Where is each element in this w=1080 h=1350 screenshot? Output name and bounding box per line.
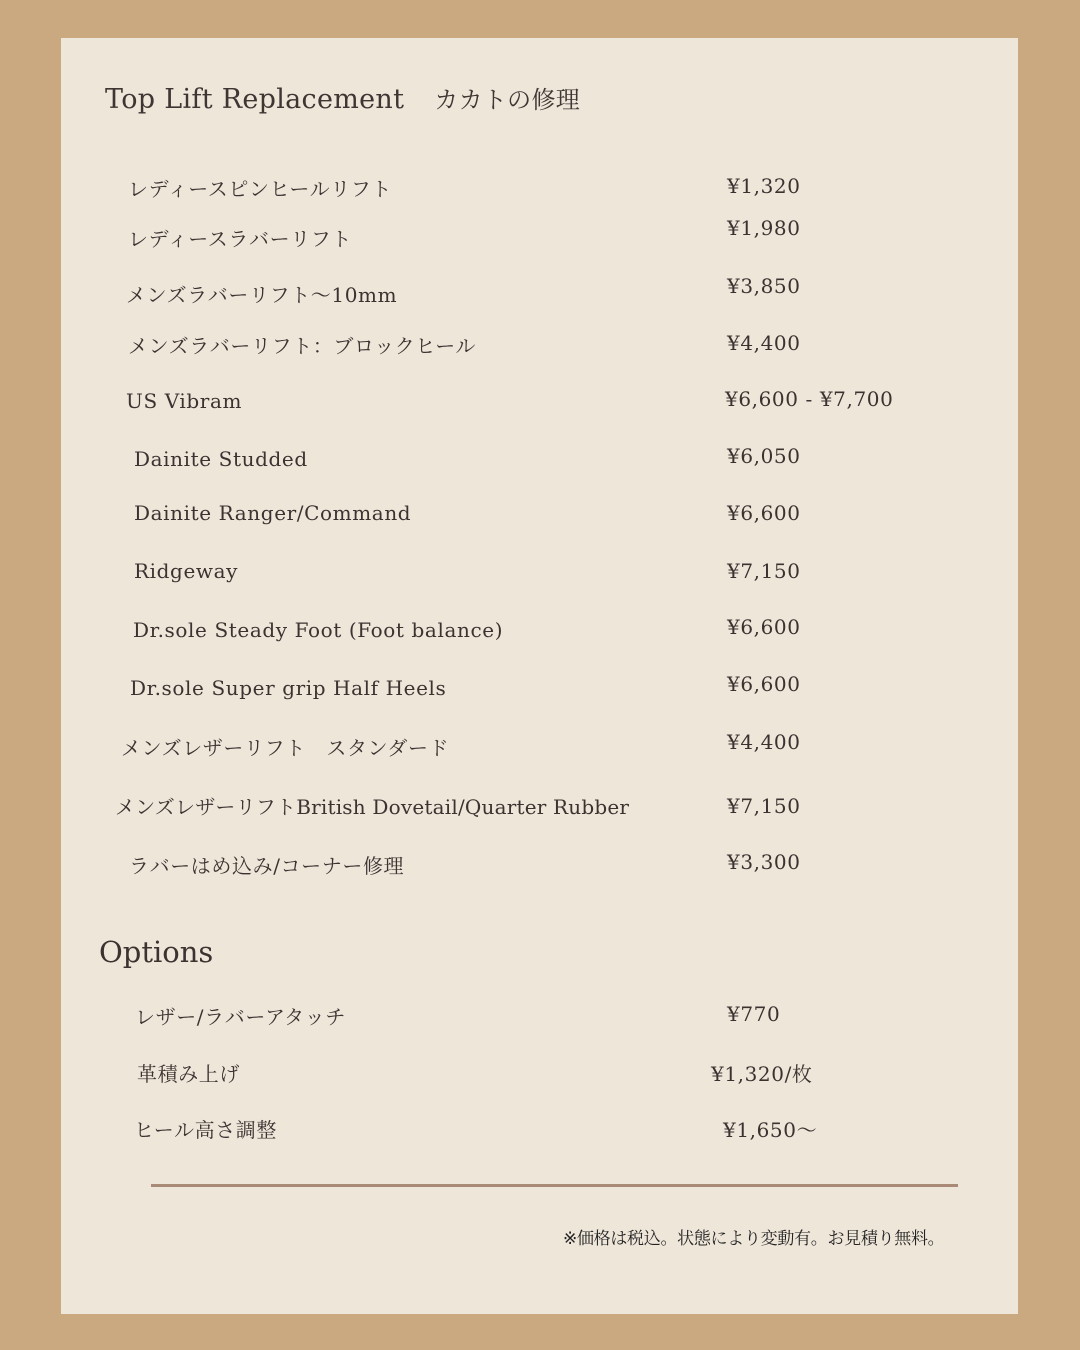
item-name: メンズレザーリフト スタンダード <box>121 736 450 760</box>
option-name: レザー/ラバーアタッチ <box>135 1005 346 1029</box>
item-name: Dainite Studded <box>134 447 308 471</box>
option-name: ヒール高さ調整 <box>134 1118 277 1142</box>
item-name: レディースピンヒールリフト <box>128 177 392 201</box>
options-heading: Options <box>99 935 214 969</box>
item-price: ¥6,600 <box>727 672 801 696</box>
item-name: レディースラバーリフト <box>128 227 352 251</box>
item-price: ¥6,600 <box>727 501 801 525</box>
item-price: ¥4,400 <box>727 331 801 355</box>
title-english: Top Lift Replacement <box>105 84 405 115</box>
item-name: Dr.sole Super grip Half Heels <box>130 676 447 700</box>
option-price: ¥1,320/枚 <box>711 1062 813 1086</box>
item-name: メンズラバーリフト～10mm <box>126 283 398 307</box>
item-name: Dainite Ranger/Command <box>134 501 412 525</box>
item-price: ¥7,150 <box>727 794 801 818</box>
item-name: メンズラバーリフト：ブロックヒール <box>128 334 476 358</box>
item-name: ラバーはめ込み/コーナー修理 <box>129 854 405 878</box>
item-name: US Vibram <box>126 389 243 413</box>
page-title <box>105 80 580 115</box>
item-price: ¥3,850 <box>727 274 801 298</box>
title-japanese: カカトの修理 <box>434 86 581 114</box>
divider-line <box>151 1184 958 1187</box>
item-name: Ridgeway <box>134 559 239 583</box>
item-name: Dr.sole Steady Foot (Foot balance) <box>133 618 504 642</box>
item-price: ¥1,320 <box>727 174 801 198</box>
option-price: ¥770 <box>727 1002 781 1026</box>
item-price: ¥6,600 - ¥7,700 <box>725 387 894 411</box>
item-price: ¥6,600 <box>727 615 801 639</box>
price-list-card <box>61 38 1018 1314</box>
item-name: メンズレザーリフトBritish Dovetail/Quarter Rubber <box>115 795 630 819</box>
item-price: ¥6,050 <box>727 444 801 468</box>
item-price: ¥7,150 <box>727 559 801 583</box>
footer-note: ※価格は税込。状態により変動有。お見積り無料。 <box>563 1229 945 1249</box>
option-name: 革積み上げ <box>137 1062 240 1086</box>
item-price: ¥1,980 <box>727 216 801 240</box>
item-price: ¥3,300 <box>727 850 801 874</box>
option-price: ¥1,650～ <box>723 1118 818 1142</box>
item-price: ¥4,400 <box>727 730 801 754</box>
